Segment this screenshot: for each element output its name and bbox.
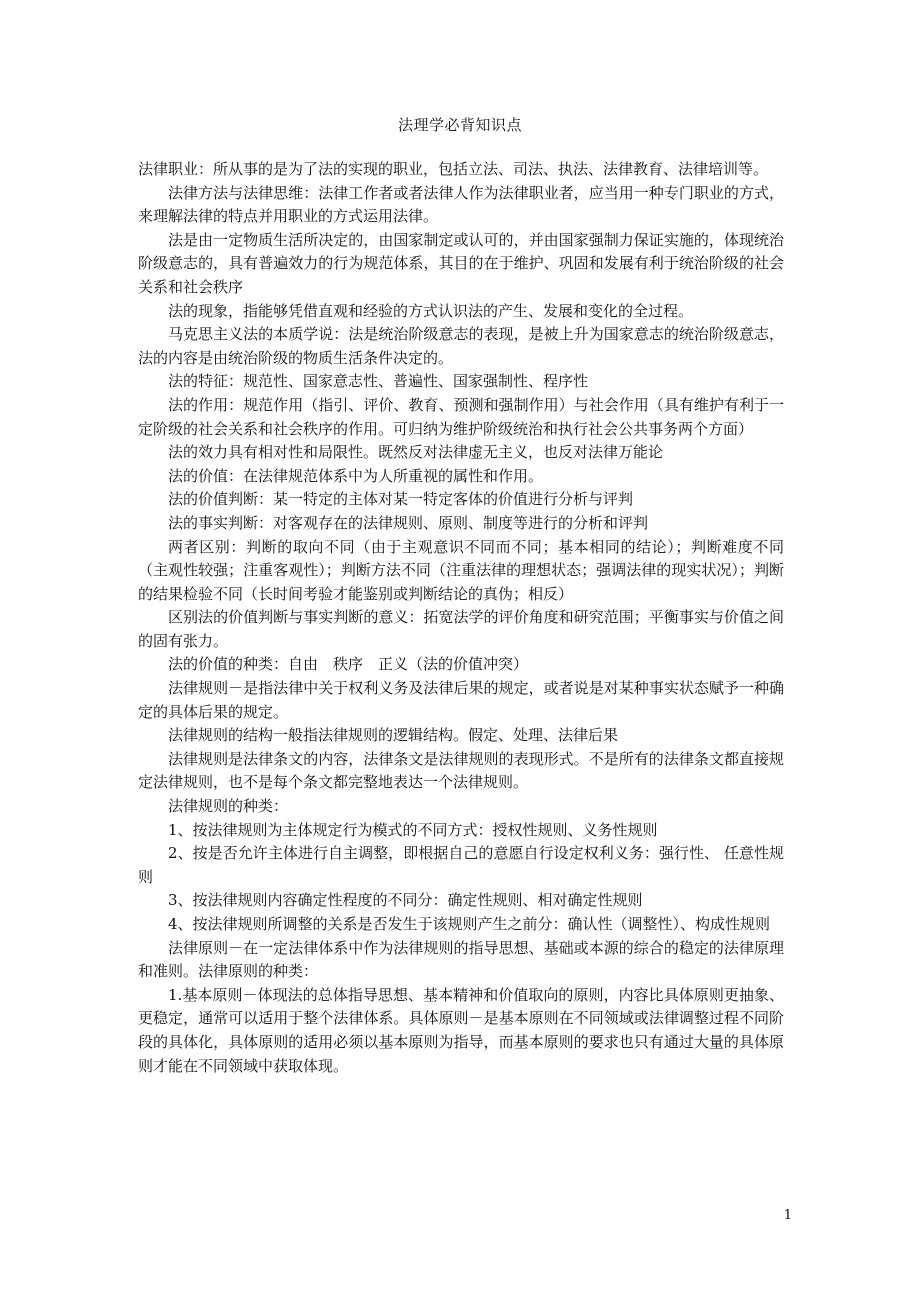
- paragraph: 法的作用：规范作用（指引、评价、教育、预测和强制作用）与社会作用（具有维护有利于一定阶级的社会关系和社会秩序的作用。可归纳为维护阶级统治和执行社会公共事务两个方面）: [138, 395, 784, 438]
- paragraph: 法是由一定物质生活所决定的，由国家制定或认可的，并由国家强制力保证实施的，体现统治阶级意志的，具有普遍效力的行为规范体系，其目的在于维护、巩固和发展有利于统治阶级的社会关系和社会秩序: [138, 230, 784, 296]
- paragraph: 法律规则的结构一般指法律规则的逻辑结构。假定、处理、法律后果: [168, 726, 619, 745]
- paragraph: 法律规则的种类：: [168, 797, 289, 816]
- paragraph: 法律原则－在一定法律体系中作为法律规则的指导思想、基础或本源的综合的稳定的法律原理和准则。法律原则的种类：: [138, 938, 784, 981]
- page-number: 1: [783, 1208, 792, 1223]
- paragraph: 3、按法律规则内容确定性程度的不同分：确定性规则、相对确定性规则: [168, 891, 643, 910]
- paragraph: 法律规则－是指法律中关于权利义务及法律后果的规定，或者说是对某种事实状态赋予一种确定的具体后果的规定。: [138, 679, 784, 721]
- paragraph: 法律方法与法律思维：法律工作者或者法律人作为法律职业者，应当用一种专门职业的方式，来理解法律的特点并用职业的方式运用法律。: [138, 183, 784, 226]
- paragraph: 法的现象，指能够凭借直观和经验的方式认识法的产生、发展和变化的全过程。: [168, 301, 694, 320]
- paragraph: 法律职业：所从事的是为了法的实现的职业，包括立法、司法、执法、法律教育、法律培训等。: [138, 160, 769, 178]
- paragraph: 法的价值的种类：自由 秩序 正义（法的价值冲突）: [168, 655, 529, 674]
- document-body: [138, 158, 784, 1078]
- paragraph: 马克思主义法的本质学说：法是统治阶级意志的表现，是被上升为国家意志的统治阶级意志，法的内容是由统治阶级的物质生活条件决定的。: [138, 325, 784, 367]
- paragraph: 法的价值：在法律规范体系中为人所重视的属性和作用。: [168, 466, 544, 485]
- paragraph: 法的事实判断：对客观存在的法律规则、原则、制度等进行的分析和评判: [168, 513, 649, 532]
- paragraph: 法的价值判断：某一特定的主体对某一特定客体的价值进行分析与评判: [168, 490, 634, 509]
- paragraph: 法的特征：规范性、国家意志性、普遍性、国家强制性、程序性: [168, 372, 589, 391]
- paragraph: 1.基本原则－体现法的总体指导思想、基本精神和价值取向的原则，内容比具体原则更抽象、更稳定，通常可以适用于整个法律体系。具体原则－是基本原则在不同领域或法律调整过程不同阶段的具体化，具体原则的适用必须以基本原则为指导，而基本原则的要求也只有通过大量的具体原则才能在不同领域中获取体现。: [138, 985, 784, 1075]
- paragraph: 2、按是否允许主体进行自主调整，即根据自己的意愿自行设定权利义务：强行性、 任意性规则: [138, 844, 784, 886]
- paragraph: 区别法的价值判断与事实判断的意义：拓宽法学的评价角度和研究范围；平衡事实与价值之间的固有张力。: [138, 608, 784, 650]
- paragraph: 法的效力具有相对性和局限性。既然反对法律虚无主义，也反对法律万能论: [168, 443, 664, 462]
- paragraph: 法律规则是法律条文的内容，法律条文是法律规则的表现形式。不是所有的法律条文都直接规定法律规则，也不是每个条文都完整地表达一个法律规则。: [138, 749, 784, 792]
- document-title: 法理学必背知识点: [397, 116, 522, 134]
- paragraph: 两者区别：判断的取向不同（由于主观意识不同而不同；基本相同的结论）；判断难度不同（主观性较强；注重客观性）；判断方法不同（注重法律的理想状态；强调法律的现实状况）；判断的结果检验不同（长时间考验才能鉴别或判断结论的真伪；相反）: [138, 537, 784, 603]
- paragraph: 1、按法律规则为主体规定行为模式的不同方式：授权性规则、义务性规则: [168, 820, 658, 839]
- paragraph: 4、按法律规则所调整的关系是否发生于该规则产生之前分：确认性（调整性）、构成性规则: [168, 915, 771, 933]
